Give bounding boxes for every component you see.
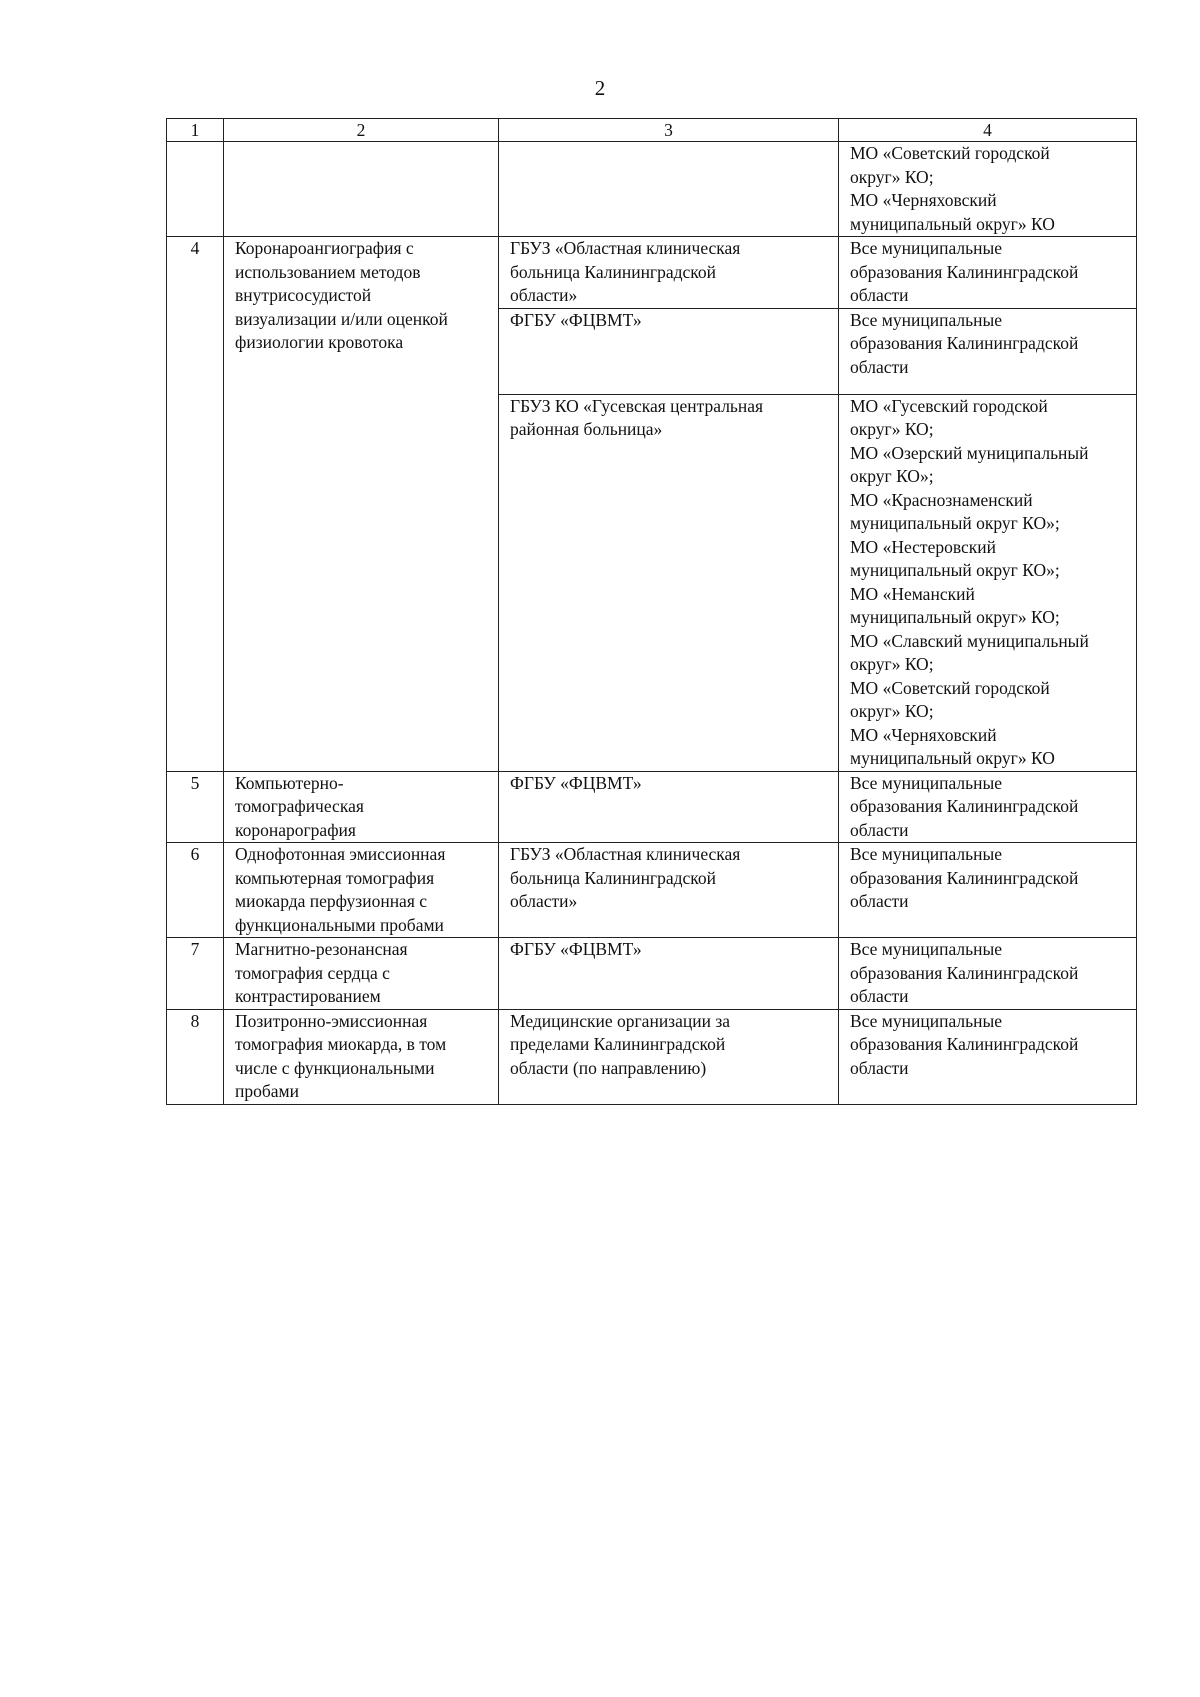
procedure-line: физиологии кровотока xyxy=(235,332,404,352)
region-line: Все муниципальные xyxy=(850,238,1002,258)
organization-line: области» xyxy=(510,285,578,305)
region-line: МО «Славский муниципальный xyxy=(850,630,1089,651)
region-line: Все муниципальные xyxy=(850,844,1002,864)
region-line: МО «Черняховский xyxy=(850,190,997,210)
regions-cell xyxy=(839,237,1137,309)
organization-line: ГБУЗ «Областная клиническая xyxy=(510,238,741,258)
region-line: муниципальный округ» КО xyxy=(850,213,1055,234)
organization-line: ГБУЗ «Областная клиническая xyxy=(510,844,741,864)
regions-cell xyxy=(839,142,1137,237)
row-number-cell: 6 xyxy=(167,843,224,938)
region-line: округ КО»; xyxy=(850,466,934,486)
procedure-line: томографическая xyxy=(235,796,364,816)
region-line: образования Калининградской xyxy=(850,261,1079,282)
region-line: области xyxy=(850,1057,909,1078)
header-col-4: 4 xyxy=(839,119,1137,142)
row-number-cell: 5 xyxy=(167,771,224,843)
procedure-line: функциональными пробами xyxy=(235,914,444,935)
region-line: МО «Неманский xyxy=(850,583,975,604)
referral-table xyxy=(166,118,1137,1105)
table-row xyxy=(167,843,1137,938)
organization-line: области» xyxy=(510,891,578,911)
table-row xyxy=(167,142,1137,237)
row-number-cell: 7 xyxy=(167,938,224,1010)
region-line: Все муниципальные xyxy=(850,309,1002,330)
table-header-row xyxy=(167,119,1137,142)
region-line: образования Калининградской xyxy=(850,1034,1079,1054)
region-line: образования Калининградской xyxy=(850,796,1079,816)
procedure-line: миокарда перфузионная с xyxy=(235,891,428,911)
organization-cell xyxy=(499,843,839,938)
row-number-cell: 4 xyxy=(167,237,224,772)
organization-line: больница Калининградской xyxy=(510,867,717,888)
organization-cell xyxy=(499,1009,839,1104)
procedure-cell xyxy=(224,843,499,938)
organization-line: больница Калининградской xyxy=(510,261,717,282)
procedure-line: Позитронно-эмиссионная xyxy=(235,1010,428,1031)
region-line: муниципальный округ КО»; xyxy=(850,560,1060,580)
table-row xyxy=(167,771,1137,843)
header-col-3: 3 xyxy=(499,119,839,142)
region-line: округ» КО; xyxy=(850,419,934,439)
region-line: муниципальный округ» КО; xyxy=(850,607,1060,627)
regions-cell xyxy=(839,938,1137,1010)
region-line: МО «Краснознаменский xyxy=(850,489,1033,510)
region-line: МО «Озерский муниципальный xyxy=(850,442,1089,463)
regions-cell xyxy=(839,1009,1137,1104)
organization-cell xyxy=(499,938,839,1010)
region-line: образования Калининградской xyxy=(850,333,1079,353)
procedure-line: томография миокарда, в том xyxy=(235,1034,447,1054)
regions-cell xyxy=(839,308,1137,394)
header-col-2: 2 xyxy=(224,119,499,142)
region-line: области xyxy=(850,891,909,911)
procedure-line: Коронароангиография с xyxy=(235,238,414,258)
procedure-line: коронарография xyxy=(235,819,356,840)
region-line: МО «Черняховский xyxy=(850,724,997,745)
procedure-line: внутрисосудистой xyxy=(235,285,372,305)
organization-line: ФГБУ «ФЦВМТ» xyxy=(510,772,642,793)
procedure-line: использованием методов xyxy=(235,261,421,282)
region-line: округ» КО; xyxy=(850,701,934,721)
region-line: области xyxy=(850,986,909,1006)
procedure-line: Магнитно-резонансная xyxy=(235,939,408,959)
procedure-cell xyxy=(224,237,499,772)
table-row xyxy=(167,938,1137,1010)
procedure-line: Компьютерно- xyxy=(235,772,344,793)
procedure-cell xyxy=(224,1009,499,1104)
organization-line: ФГБУ «ФЦВМТ» xyxy=(510,309,642,330)
region-line: образования Калининградской xyxy=(850,867,1079,888)
organization-cell xyxy=(499,237,839,309)
procedure-line: пробами xyxy=(235,1081,299,1101)
region-line: области xyxy=(850,356,909,377)
region-line: МО «Советский городской xyxy=(850,143,1050,163)
procedure-line: томография сердца с xyxy=(235,962,390,983)
row-number-cell xyxy=(167,142,224,237)
region-line: Все муниципальные xyxy=(850,772,1002,793)
organization-line: Медицинские организации за xyxy=(510,1010,731,1031)
organization-cell xyxy=(499,308,839,394)
regions-cell xyxy=(839,771,1137,843)
organization-cell xyxy=(499,771,839,843)
organization-cell xyxy=(499,142,839,237)
procedure-cell xyxy=(224,771,499,843)
organization-line: ГБУЗ КО «Гусевская центральная xyxy=(510,395,764,416)
row-number-cell: 8 xyxy=(167,1009,224,1104)
region-line: муниципальный округ КО»; xyxy=(850,513,1060,533)
organization-line: области (по направлению) xyxy=(510,1057,707,1078)
region-line: округ» КО; xyxy=(850,654,934,674)
procedure-cell xyxy=(224,142,499,237)
procedure-line: контрастированием xyxy=(235,986,381,1006)
organization-line: районная больница» xyxy=(510,419,663,439)
table-row xyxy=(167,237,1137,309)
procedure-line: числе с функциональными xyxy=(235,1057,435,1078)
organization-cell xyxy=(499,394,839,771)
region-line: области xyxy=(850,285,909,305)
procedure-cell xyxy=(224,938,499,1010)
region-line: области xyxy=(850,819,909,840)
header-col-1: 1 xyxy=(167,119,224,142)
region-line: МО «Нестеровский xyxy=(850,536,997,557)
procedure-line: Однофотонная эмиссионная xyxy=(235,844,446,864)
region-line: Все муниципальные xyxy=(850,1010,1002,1031)
organization-line: пределами Калининградской xyxy=(510,1034,726,1054)
region-line: Все муниципальные xyxy=(850,939,1002,959)
organization-line: ФГБУ «ФЦВМТ» xyxy=(510,939,642,959)
region-line: МО «Гусевский городской xyxy=(850,395,1048,416)
procedure-line: визуализации и/или оценкой xyxy=(235,308,448,329)
table-row xyxy=(167,1009,1137,1104)
region-line: МО «Советский городской xyxy=(850,677,1050,698)
region-line: муниципальный округ» КО xyxy=(850,748,1055,768)
regions-cell xyxy=(839,843,1137,938)
region-line: округ» КО; xyxy=(850,166,934,187)
page-number: 2 xyxy=(594,76,606,100)
regions-cell xyxy=(839,394,1137,771)
region-line: образования Калининградской xyxy=(850,962,1079,983)
procedure-line: компьютерная томография xyxy=(235,867,435,888)
